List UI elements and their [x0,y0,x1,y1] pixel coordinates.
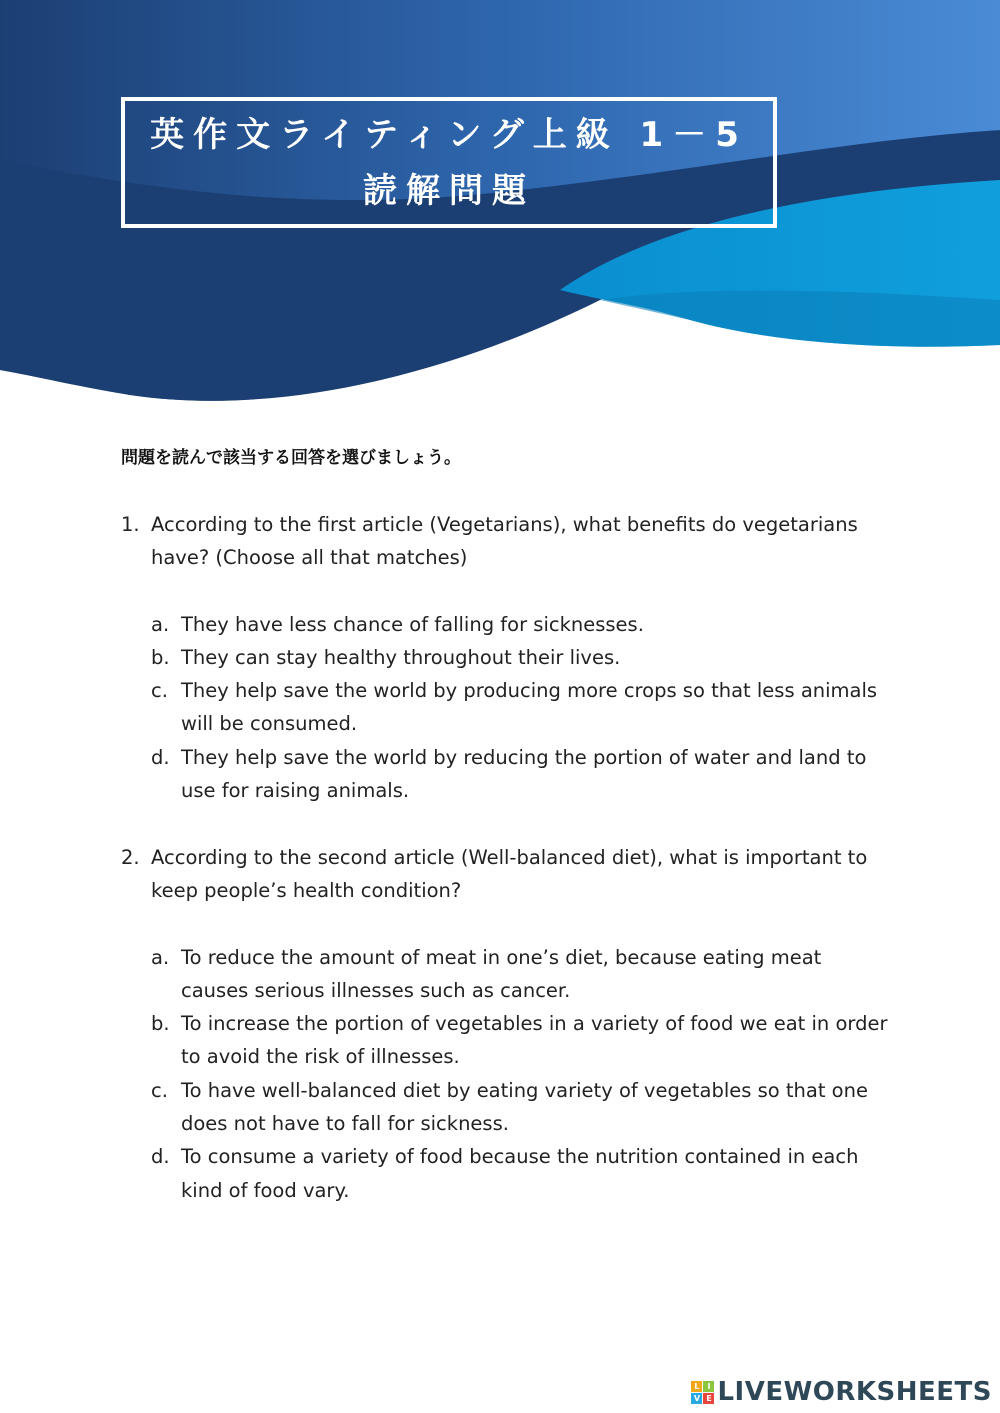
option-d[interactable] [151,1140,891,1207]
option-letter: b. [151,1012,170,1036]
option-text: To consume a variety of food because the nutrition contained in each kind of food vary. [181,1145,859,1202]
logo-mark-letter: L [691,1381,702,1392]
option-c[interactable] [151,1074,891,1141]
option-text: They have less chance of falling for sicknesses. [181,612,644,636]
page-subtitle: 読解問題 [363,170,535,211]
question-number: 2. [121,846,140,869]
logo-mark-letter: E [703,1393,714,1404]
option-letter: a. [151,612,170,636]
option-text: To reduce the amount of meat in one’s diet, because eating meat causes serious illnesses such as cancer. [181,945,822,1002]
option-list [151,608,891,808]
option-text: They can stay healthy throughout their lives. [181,645,621,669]
option-list [151,941,891,1207]
option-letter: b. [151,645,170,669]
option-letter: c. [151,679,168,703]
question-1 [121,508,891,807]
option-text: To increase the portion of vegetables in a variety of food we eat in order to avoid the risk of illnesses. [181,1012,888,1069]
question-text: According to the first article (Vegetarians), what benefits do vegetarians have? (Choose all that matches) [151,513,858,570]
page-title: 英作文ライティング上級 1－5 [150,114,748,155]
question-2 [121,841,891,1207]
option-text: To have well-balanced diet by eating variety of vegetables so that one does not have to fall for sickness. [181,1078,868,1136]
option-a[interactable] [151,941,891,1008]
logo-mark-letter: I [703,1381,714,1392]
logo-mark-icon [691,1381,714,1404]
option-letter: d. [151,1145,170,1169]
option-letter: a. [151,945,170,969]
option-d[interactable] [151,741,891,808]
option-b[interactable] [151,641,891,674]
option-a[interactable] [151,608,891,641]
option-c[interactable] [151,674,891,741]
liveworksheets-logo [691,1377,992,1407]
option-b[interactable] [151,1007,891,1074]
logo-text: LIVEWORKSHEETS [717,1377,992,1407]
title-box [121,97,777,228]
option-text: They help save the world by producing more crops so that less animals will be consumed. [181,679,878,736]
logo-mark-letter: V [691,1393,702,1404]
option-letter: c. [151,1078,168,1102]
option-letter: d. [151,745,170,769]
question-text: According to the second article (Well-balanced diet), what is important to keep people’s health condition? [151,846,868,903]
option-text: They help save the world by reducing the portion of water and land to use for raising animals. [181,745,867,803]
question-number: 1. [121,513,140,536]
instruction-text: 問題を読んで該当する回答を選びましょう。 [121,448,461,468]
